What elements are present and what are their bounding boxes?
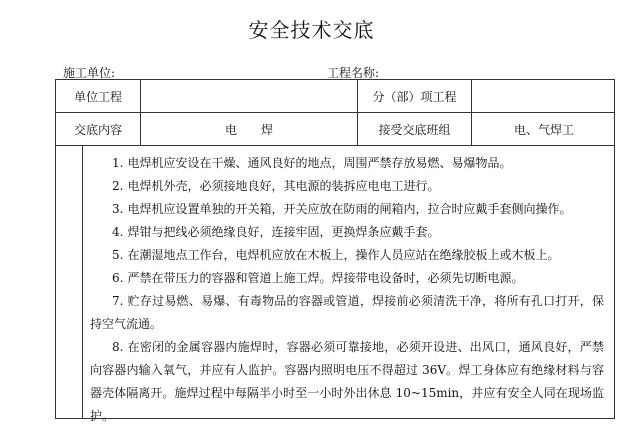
receiving-team-value: 电、气焊工 — [513, 122, 574, 137]
list-item: 8. 在密闭的金属容器内施焊时，容器必须可靠接地，必须开设进、出风口，通风良好，严禁向容器内输入氧气，并应有人监护。容器内照明电压不得超过 36V。焊工身体应有绝缘材料与容器壳体隔离开。施焊过程中每隔半小时至一小时外出休息 10~15min，并应有安全人同在现场监护。 — [90, 340, 604, 423]
list-item: 5. 在潮湿地点工作台，电焊机应放在木板上，操作人员应站在绝缘胶板上或木板上。 — [112, 248, 560, 262]
receiving-team-label: 接受交底班组 — [358, 113, 472, 145]
list-item: 6. 严禁在带压力的容器和管道上施工焊。焊接带电设备时，必须先切断电源。 — [112, 271, 524, 285]
list-item: 2. 电焊机外壳，必须接地良好，其电源的装拆应电电工进行。 — [112, 179, 440, 193]
list-item: 4. 焊钳与把线必须绝缘良好，连接牢固，更换焊条应戴手套。 — [112, 225, 440, 239]
list-item: 1. 电焊机应安设在干燥、通风良好的地点，周围严禁存放易燃、易爆物品。 — [112, 156, 512, 170]
table-row — [56, 113, 614, 146]
unit-project-label: 单位工程 — [56, 80, 141, 112]
disclosure-table — [55, 79, 615, 423]
disclosure-content-label: 交底内容 — [56, 113, 141, 145]
list-item: 7. 贮存过易燃、易爆、有毒物品的容器或管道，焊接前必须清洗干净，将所有孔口打开，保持空气流通。 — [90, 294, 604, 331]
project-name-label: 工程名称: — [327, 66, 380, 80]
sub-project-label: 分（部）项工程 — [358, 80, 472, 112]
safety-items-list — [90, 152, 604, 428]
list-item: 3. 电焊机应设置单独的开关箱，开关应放在防雨的闸箱内，拉合时应戴手套侧向操作。 — [112, 202, 572, 216]
construction-unit-label: 施工单位: — [63, 66, 116, 80]
table-row — [56, 80, 614, 113]
document-title: 安全技术交底 — [248, 18, 375, 42]
disclosure-content-value: 电 焊 — [141, 113, 358, 145]
section-divider — [82, 146, 83, 418]
unit-project-value — [141, 80, 358, 112]
sub-project-value — [472, 80, 616, 112]
safety-items-section — [56, 146, 614, 423]
